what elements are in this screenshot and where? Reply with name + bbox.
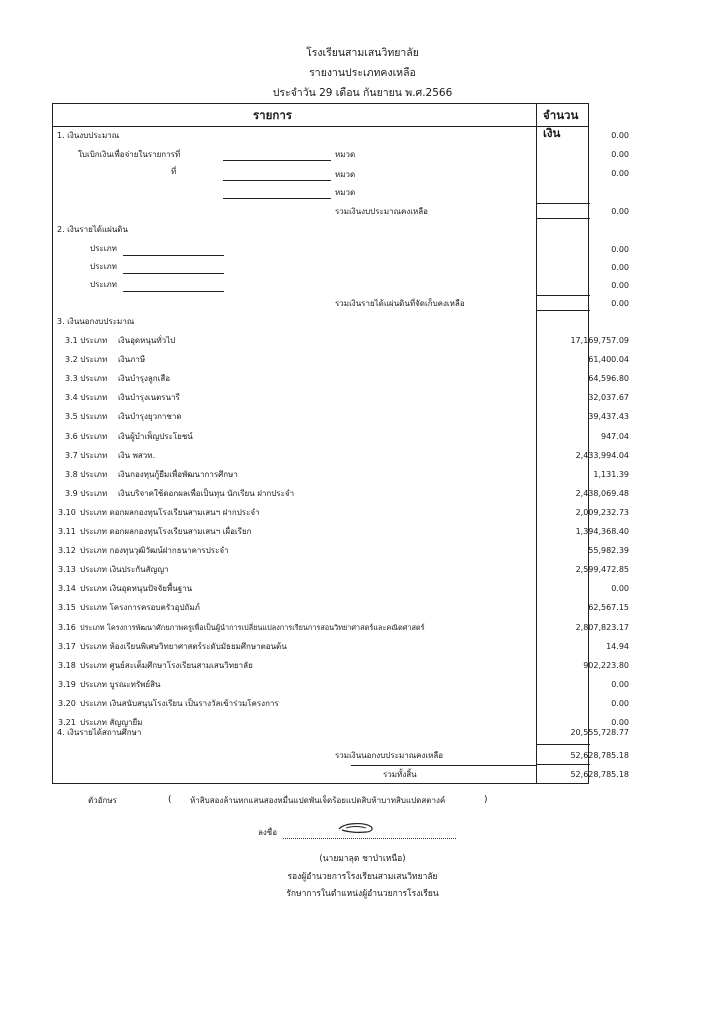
blank-line <box>223 160 331 161</box>
item-name: เงินภาษี <box>118 355 146 364</box>
header-amount: จำนวนเงิน <box>543 108 579 140</box>
item-amount: 947.04 <box>601 432 629 441</box>
item-amount: 61,400.04 <box>588 355 629 364</box>
category-unit-label: หมวด <box>335 150 356 159</box>
section2-total-amount: 0.00 <box>611 299 629 308</box>
item-name: ประเภท เงินสนับสนุนโรงเรียน เป็นรางวัลเข้าร่วมโครงการ <box>80 699 279 708</box>
section2-amount: 0.00 <box>611 263 629 272</box>
item-number: 3.18 <box>58 661 76 670</box>
item-number: 3.3 ประเภท <box>65 374 108 383</box>
item-name: ประเภท ศูนย์สะเต็มศึกษาโรงเรียนสามเสนวิทยาลัย <box>80 661 253 670</box>
item-name: เงินบำรุงเนตรนารี <box>118 393 180 402</box>
item-amount: 2,009,232.73 <box>575 508 629 517</box>
item-amount: 2,433,994.04 <box>575 451 629 460</box>
item-name: เงินบำรุงยุวกาชาด <box>118 412 182 421</box>
item-amount: 1,131.39 <box>593 470 629 479</box>
item-name: ประเภท กองทุนวุฒิวัฒน์ฝากธนาคารประจำ <box>80 546 229 555</box>
item-name: ประเภท เงินประกันสัญญา <box>80 565 169 574</box>
item-number: 3.9 ประเภท <box>65 489 108 498</box>
section1-total-label: รวมเงินงบประมาณคงเหลือ <box>335 207 428 216</box>
item-amount: 0.00 <box>611 718 629 727</box>
item-name: เงินบริจาคใช้ดอกผลเพื่อเป็นทุน นักเรียน ฝากประจำ <box>118 489 295 498</box>
item-amount: 0.00 <box>611 584 629 593</box>
item-amount: 55,982.39 <box>588 546 629 555</box>
item-amount: 2,807,823.17 <box>575 623 629 632</box>
item-amount: 0.00 <box>611 699 629 708</box>
item-amount: 2,599,472.85 <box>575 565 629 574</box>
item-number: 3.13 <box>58 565 76 574</box>
item-name: เงินอุดหนุนทั่วไป <box>118 336 176 345</box>
category-unit-label: หมวด <box>335 188 356 197</box>
signature-line <box>283 838 456 839</box>
item-number: 3.16 <box>58 623 76 632</box>
item-number: 3.10 <box>58 508 76 517</box>
item-number: 3.15 <box>58 603 76 612</box>
row-b-amount: 0.00 <box>611 169 629 178</box>
blank-line <box>123 273 224 274</box>
item-name: เงิน พสวท. <box>118 451 156 460</box>
item-no-label: ที่ <box>171 167 177 176</box>
item-number: 3.8 ประเภท <box>65 470 108 479</box>
item-number: 3.2 ประเภท <box>65 355 108 364</box>
item-number: 3.19 <box>58 680 76 689</box>
blank-line <box>223 198 331 199</box>
type-label: ประเภท <box>90 280 117 289</box>
section2-amount: 0.00 <box>611 281 629 290</box>
offbudget-total-label: รวมเงินนอกงบประมาณคงเหลือ <box>335 751 444 760</box>
item-name: เงินผู้บำเพ็ญประโยชน์ <box>118 432 193 441</box>
item-amount: 902,223.80 <box>583 661 629 670</box>
offbudget-total-amount: 52,628,785.18 <box>570 751 629 760</box>
item-amount: 2,438,069.48 <box>575 489 629 498</box>
report-title: รายงานประเภทคงเหลือ <box>309 67 416 79</box>
item-name: ประเภท ดอกผลกองทุนโรงเรียนสามเสนฯ เผื่อเรียก <box>80 527 252 536</box>
section1-total-amount: 0.00 <box>611 207 629 216</box>
report-date: ประจำวัน 29 เดือน กันยายน พ.ศ.2566 <box>272 87 453 99</box>
item-number: 3.1 ประเภท <box>65 336 108 345</box>
grand-total-label: รวมทั้งสิ้น <box>383 770 417 779</box>
item-name: ประเภท บูรณะทรัพย์สิน <box>80 680 161 689</box>
item-name: เงินกองทุนกู้ยืมเพื่อพัฒนาการศึกษา <box>118 470 238 479</box>
item-amount: 62,567.15 <box>588 603 629 612</box>
words-open-paren: ( <box>168 795 172 805</box>
item-amount: 14.94 <box>606 642 629 651</box>
blank-line <box>123 291 224 292</box>
item-number: 3.14 <box>58 584 76 593</box>
school-name: โรงเรียนสามเสนวิทยาลัย <box>306 47 419 59</box>
section3-title: 3. เงินนอกงบประมาณ <box>57 317 135 326</box>
signer-position-1: รองผู้อำนวยการโรงเรียนสามเสนวิทยาลัย <box>287 872 438 882</box>
words-label: ตัวอักษร <box>88 796 117 805</box>
disbursement-label: ใบเบิกเงินเพื่อจ่ายในรายการที่ <box>78 150 181 159</box>
item-number: 3.21 <box>58 718 76 727</box>
type-label: ประเภท <box>90 262 117 271</box>
item-amount: 39,437.43 <box>588 412 629 421</box>
item-number: 3.11 <box>58 527 76 536</box>
section4-amount: 20,555,728.77 <box>570 728 629 737</box>
type-label: ประเภท <box>90 244 117 253</box>
item-amount: 1,394,368.40 <box>575 527 629 536</box>
section4-title: 4. เงินรายได้สถานศึกษา <box>57 728 142 737</box>
section1-amount: 0.00 <box>611 131 629 140</box>
item-name: ประเภท เงินอุดหนุนปัจจัยพื้นฐาน <box>80 584 193 593</box>
grand-total-amount: 52,628,785.18 <box>570 770 629 779</box>
item-amount: 0.00 <box>611 680 629 689</box>
grand-total-divider <box>351 765 536 766</box>
words-close-paren: ) <box>484 795 488 805</box>
item-number: 3.12 <box>58 546 76 555</box>
section2-total-label: รวมเงินรายได้แผ่นดินที่จัดเก็บคงเหลือ <box>335 299 465 308</box>
row-a-amount: 0.00 <box>611 150 629 159</box>
item-amount: 32,037.67 <box>588 393 629 402</box>
item-amount: 17,169,757.09 <box>570 336 629 345</box>
item-number: 3.7 ประเภท <box>65 451 108 460</box>
signer-name: (นายมาลุต ชาป่าเหนือ) <box>319 854 406 864</box>
amount-in-words: ห้าสิบสองล้านหกแสนสองหมื่นแปดพันเจ็ดร้อยแปดสิบห้าบาทสิบแปดสตางค์ <box>190 796 446 805</box>
item-name: ประเภท สัญญายืม <box>80 718 143 727</box>
section2-title: 2. เงินรายได้แผ่นดิน <box>57 225 128 234</box>
item-name: ประเภท ดอกผลกองทุนโรงเรียนสามเสนฯ ฝากประจำ <box>80 508 260 517</box>
section2-amount: 0.00 <box>611 245 629 254</box>
section1-title: 1. เงินงบประมาณ <box>57 131 120 140</box>
signature-mark <box>336 820 376 836</box>
header-item: รายการ <box>253 108 292 122</box>
blank-line <box>223 180 331 181</box>
item-name: ประเภท ห้องเรียนพิเศษวิทยาศาสตร์ระดับมัธยมศึกษาตอนต้น <box>80 642 287 651</box>
balance-table <box>52 103 629 784</box>
item-number: 3.17 <box>58 642 76 651</box>
item-name: เงินบำรุงลูกเสือ <box>118 374 171 383</box>
item-number: 3.5 ประเภท <box>65 412 108 421</box>
category-unit-label: หมวด <box>335 170 356 179</box>
item-number: 3.20 <box>58 699 76 708</box>
item-number: 3.6 ประเภท <box>65 432 108 441</box>
item-amount: 64,596.80 <box>588 374 629 383</box>
signature-label: ลงชื่อ <box>258 828 278 837</box>
item-number: 3.4 ประเภท <box>65 393 108 402</box>
item-name: ประเภท โครงการครอบครัวอุปถัมภ์ <box>80 603 200 612</box>
signer-position-2: รักษาการในตำแหน่งผู้อำนวยการโรงเรียน <box>286 889 439 899</box>
item-name: ประเภท โครงการพัฒนาศักยภาพครูเพื่อเป็นผู้นำการเปลี่ยนแปลงการเรียนการสอนวิทยาศาสตร์และคณิตศาสตร์ <box>80 623 425 632</box>
blank-line <box>123 255 224 256</box>
